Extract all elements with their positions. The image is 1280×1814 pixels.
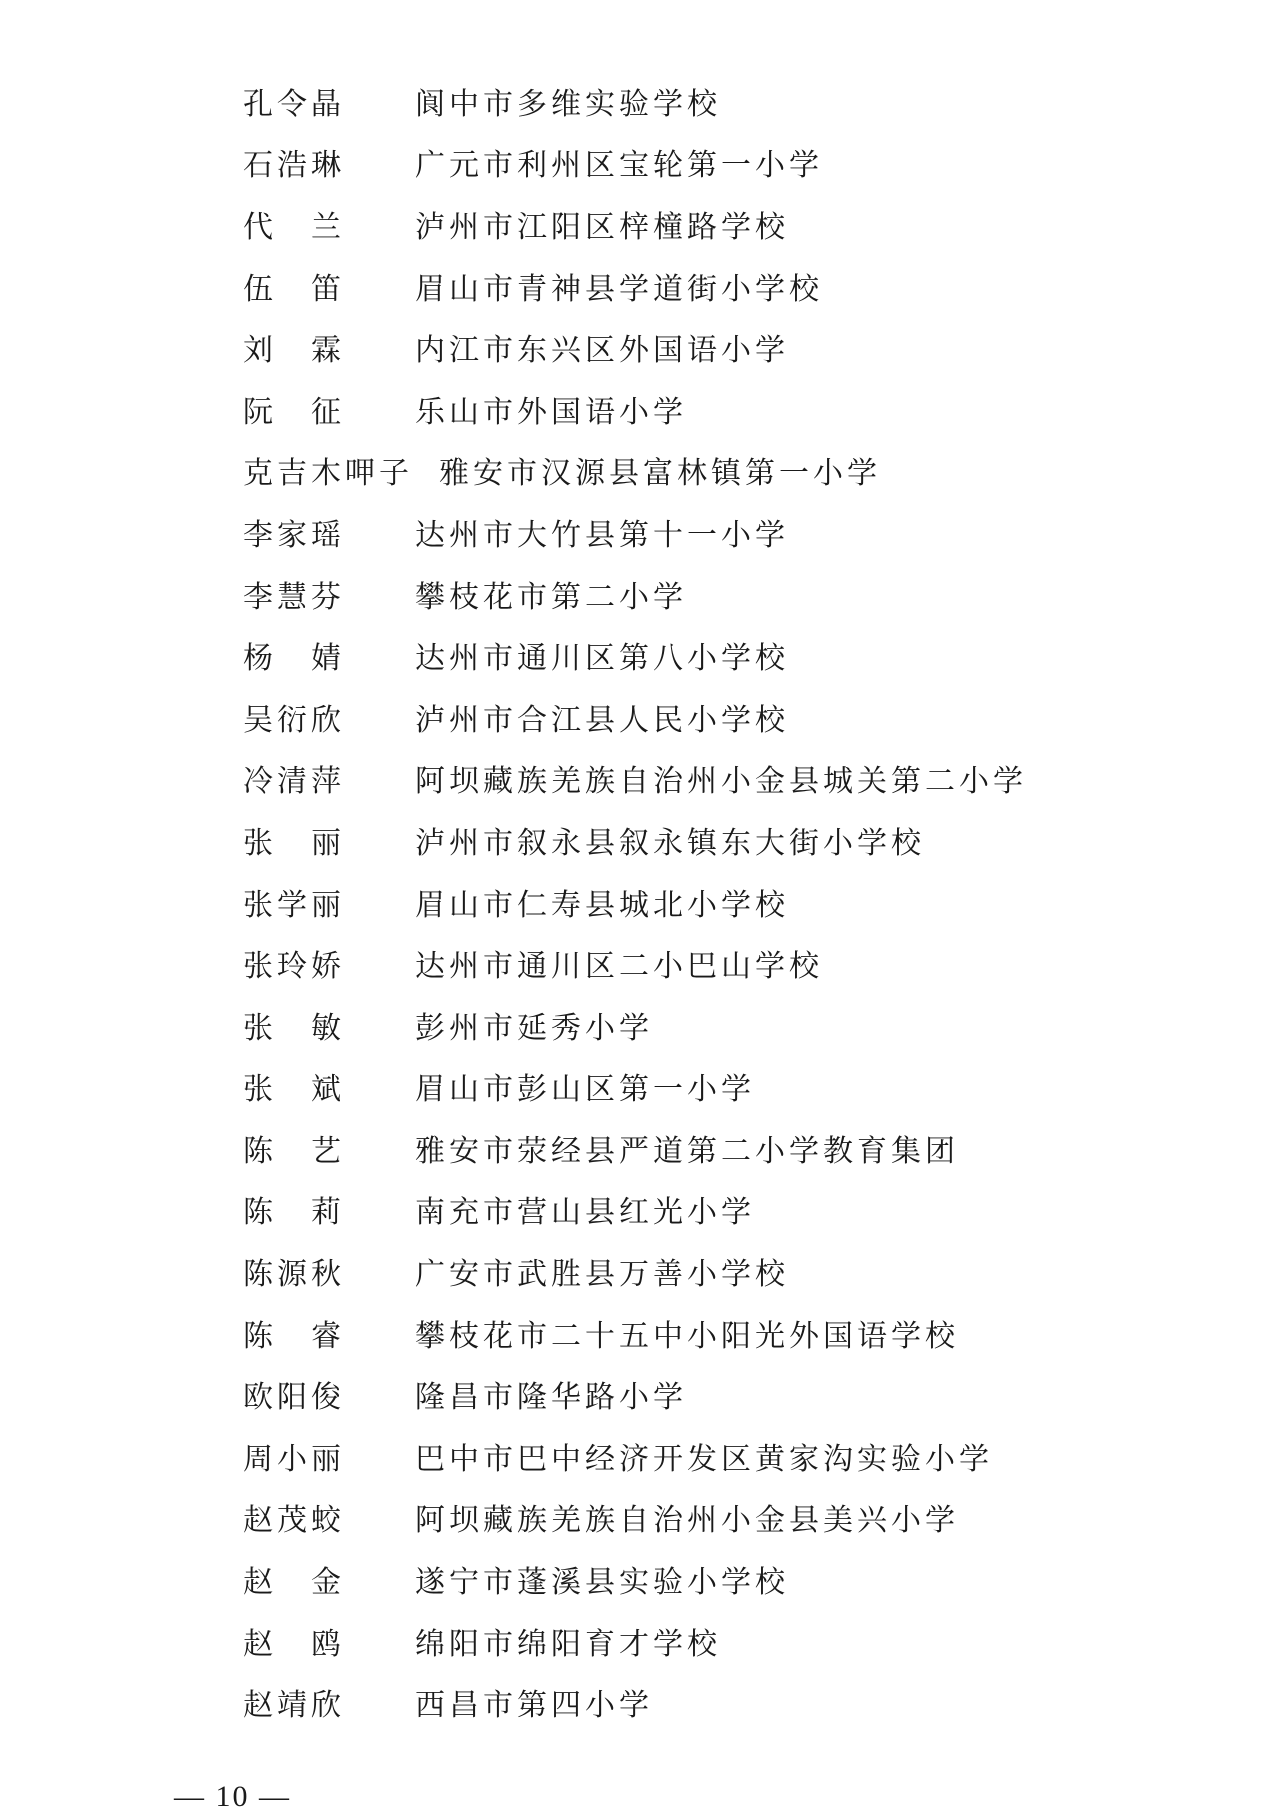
person-name: 阮 征 [243, 394, 345, 430]
list-item [243, 624, 1027, 686]
list-item [243, 1363, 1027, 1425]
school-name: 达州市通川区二小巴山学校 [415, 949, 823, 985]
school-name: 眉山市青神县学道街小学校 [415, 271, 823, 307]
list-item [243, 378, 1027, 440]
person-name: 赵 金 [243, 1565, 345, 1601]
person-name: 刘 霖 [243, 333, 345, 369]
school-name: 绵阳市绵阳育才学校 [415, 1626, 721, 1662]
person-name: 杨 婧 [243, 641, 345, 677]
list-item [243, 1179, 1027, 1241]
school-name: 广安市武胜县万善小学校 [415, 1257, 789, 1293]
name-list [243, 70, 1027, 1733]
list-item [243, 1425, 1027, 1487]
school-name: 巴中市巴中经济开发区黄家沟实验小学 [415, 1441, 993, 1477]
list-item [243, 1117, 1027, 1179]
school-name: 泸州市合江县人民小学校 [415, 702, 789, 738]
school-name: 内江市东兴区外国语小学 [415, 333, 789, 369]
person-name: 石浩琳 [243, 148, 345, 184]
list-item [243, 686, 1027, 748]
school-name: 乐山市外国语小学 [415, 394, 687, 430]
list-item [243, 563, 1027, 625]
person-name: 陈源秋 [243, 1257, 345, 1293]
person-name: 张玲娇 [243, 949, 345, 985]
list-item [243, 1240, 1027, 1302]
person-name: 欧阳俊 [243, 1380, 345, 1416]
person-name: 赵靖欣 [243, 1688, 345, 1724]
school-name: 南充市营山县红光小学 [415, 1195, 755, 1231]
person-name: 赵茂蛟 [243, 1503, 345, 1539]
list-item [243, 316, 1027, 378]
list-item [243, 932, 1027, 994]
list-item [243, 871, 1027, 933]
person-name: 伍 笛 [243, 271, 345, 307]
school-name: 彭州市延秀小学 [415, 1010, 653, 1046]
school-name: 眉山市仁寿县城北小学校 [415, 887, 789, 923]
list-item [243, 1671, 1027, 1733]
school-name: 西昌市第四小学 [415, 1688, 653, 1724]
list-item [243, 255, 1027, 317]
person-name: 李慧芬 [243, 579, 345, 615]
person-name: 陈 艺 [243, 1133, 345, 1169]
school-name: 雅安市荥经县严道第二小学教育集团 [415, 1133, 959, 1169]
school-name: 达州市通川区第八小学校 [415, 641, 789, 677]
person-name: 张 斌 [243, 1072, 345, 1108]
person-name: 赵 鸥 [243, 1626, 345, 1662]
school-name: 泸州市叙永县叙永镇东大街小学校 [415, 825, 925, 861]
person-name: 张 敏 [243, 1010, 345, 1046]
school-name: 攀枝花市二十五中小阳光外国语学校 [415, 1318, 959, 1354]
school-name: 隆昌市隆华路小学 [415, 1380, 687, 1416]
school-name: 泸州市江阳区梓橦路学校 [415, 209, 789, 245]
school-name: 攀枝花市第二小学 [415, 579, 687, 615]
person-name: 张 丽 [243, 825, 345, 861]
school-name: 阿坝藏族羌族自治州小金县美兴小学 [415, 1503, 959, 1539]
list-item [243, 132, 1027, 194]
school-name: 达州市大竹县第十一小学 [415, 517, 789, 553]
school-name: 雅安市汉源县富林镇第一小学 [439, 456, 881, 492]
list-item [243, 70, 1027, 132]
school-name: 眉山市彭山区第一小学 [415, 1072, 755, 1108]
list-item [243, 440, 1027, 502]
school-name: 广元市利州区宝轮第一小学 [415, 148, 823, 184]
person-name: 代 兰 [243, 209, 345, 245]
list-item [243, 809, 1027, 871]
school-name: 阆中市多维实验学校 [415, 86, 721, 122]
person-name: 孔令晶 [243, 86, 345, 122]
person-name: 陈 莉 [243, 1195, 345, 1231]
list-item [243, 994, 1027, 1056]
person-name: 李家瑶 [243, 517, 345, 553]
list-item [243, 1487, 1027, 1549]
list-item [243, 193, 1027, 255]
list-item [243, 748, 1027, 810]
person-name: 冷清萍 [243, 764, 345, 800]
list-item [243, 1056, 1027, 1118]
person-name: 克吉木呷子 [243, 456, 413, 492]
school-name: 遂宁市蓬溪县实验小学校 [415, 1565, 789, 1601]
list-item [243, 1610, 1027, 1672]
list-item [243, 1302, 1027, 1364]
page-number: — 10 — [174, 1780, 291, 1813]
person-name: 陈 睿 [243, 1318, 345, 1354]
person-name: 周小丽 [243, 1441, 345, 1477]
list-item [243, 501, 1027, 563]
person-name: 张学丽 [243, 887, 345, 923]
list-item [243, 1548, 1027, 1610]
person-name: 吴衍欣 [243, 702, 345, 738]
school-name: 阿坝藏族羌族自治州小金县城关第二小学 [415, 764, 1027, 800]
